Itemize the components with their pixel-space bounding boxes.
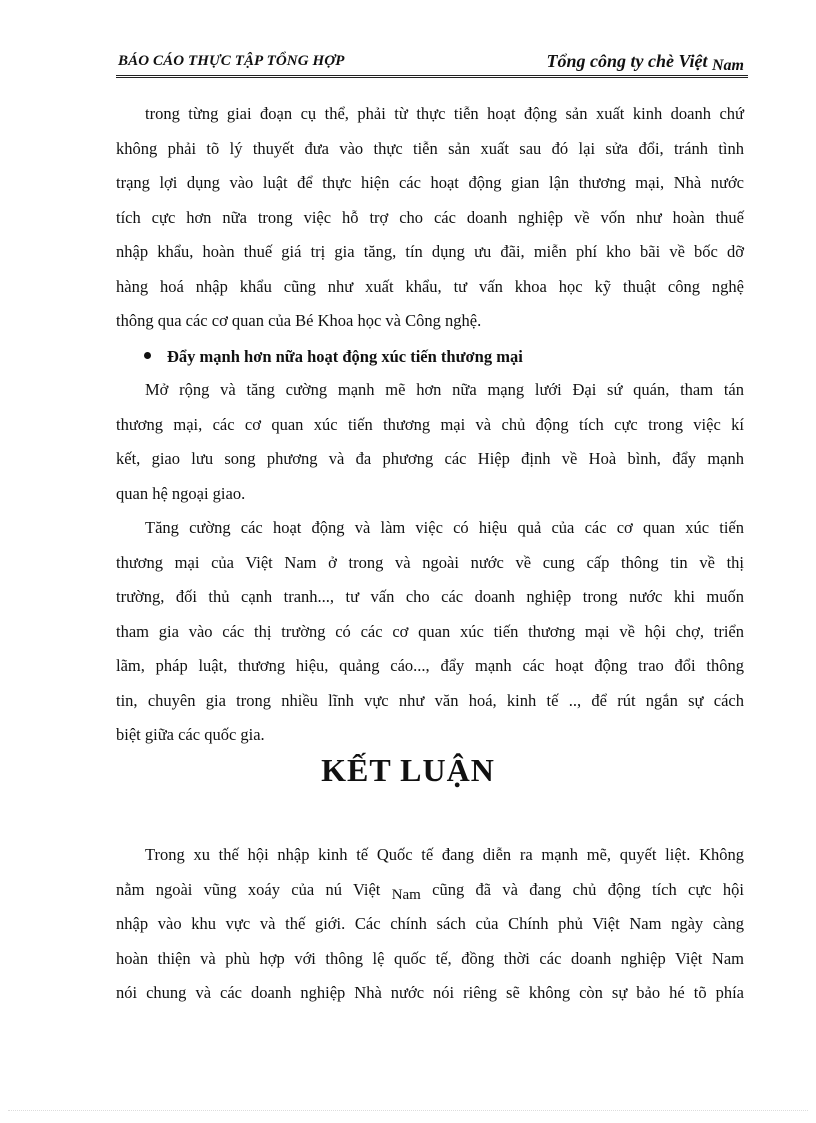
bullet-text: Đẩy mạnh hơn nữa hoạt động xúc tiến thương mại bbox=[167, 347, 523, 366]
text-line: lãm, pháp luật, thương hiệu, quảng cáo..., đẩy mạnh các hoạt động trao đổi thông bbox=[116, 656, 744, 675]
text-segment: cũng đã và đang chủ động tích cực hội bbox=[420, 879, 744, 899]
text-line: thông qua các cơ quan của Bé Khoa học và Công nghệ. bbox=[116, 311, 482, 330]
text-line: tin, chuyên gia trong nhiều lĩnh vực như văn hoá, kinh tế .., để rút ngắn sự cách bbox=[116, 690, 744, 710]
text-line: trường, đối thủ cạnh tranh..., tư vấn cho các doanh nghiệp trong nước khi muốn bbox=[116, 587, 744, 606]
text-line: nhập vào khu vực và thế giới. Các chính sách của Chính phủ Việt Nam ngày càng bbox=[116, 914, 744, 933]
text-line: hàng hoá nhập khẩu cũng như xuất khẩu, tư vấn khoa học kỹ thuật công nghệ bbox=[116, 276, 744, 296]
text-line: biệt giữa các quốc gia. bbox=[116, 725, 265, 744]
header-report-title: BÁO CÁO THỰC TẬP TỔNG HỢP bbox=[118, 53, 345, 69]
page-bottom-border bbox=[8, 1110, 808, 1111]
paragraph-4 bbox=[116, 838, 744, 1011]
text-line: không phải tõ lý thuyết đưa vào thực tiễn sản xuất sau đó lại sửa đổi, tránh tình bbox=[116, 138, 744, 158]
paragraph-3 bbox=[116, 511, 744, 753]
bullet-heading bbox=[144, 340, 523, 374]
text-segment: nằm ngoài vũng xoáy của nú Việt bbox=[116, 879, 392, 899]
paragraph-1 bbox=[116, 97, 744, 339]
header-rule bbox=[116, 75, 748, 78]
text-line: kết, giao lưu song phương và đa phương các Hiệp định về Hoà bình, đẩy mạnh bbox=[116, 449, 744, 468]
bullet-icon bbox=[144, 352, 151, 359]
text-line: quan hệ ngoại giao. bbox=[116, 483, 246, 503]
text-segment-nam: Nam bbox=[391, 886, 421, 903]
text-line: trạng lợi dụng vào luật để thực hiện các hoạt động gian lận thương mại, Nhà nước bbox=[116, 173, 744, 192]
paragraph-2 bbox=[116, 373, 744, 511]
text-line: trong từng giai đoạn cụ thể, phải từ thực tiễn hoạt động sản xuất kinh doanh chứ bbox=[145, 104, 744, 123]
text-line: nói chung và các doanh nghiệp Nhà nước nói riêng sẽ không còn sự bảo hé tõ phía bbox=[116, 983, 744, 1002]
text-line bbox=[116, 873, 744, 908]
section-title: KẾT LUẬN bbox=[321, 752, 495, 788]
text-line: Tăng cường các hoạt động và làm việc có hiệu quả của các cơ quan xúc tiến bbox=[145, 518, 744, 537]
text-line: tích cực hơn nữa trong việc hỗ trợ cho các doanh nghiệp về vốn như hoàn thuế bbox=[116, 207, 744, 227]
header-company-main: Tổng công ty chè Việt bbox=[546, 51, 712, 71]
text-line: Trong xu thế hội nhập kinh tế Quốc tế đang diễn ra mạnh mẽ, quyết liệt. Không bbox=[145, 845, 744, 864]
text-line: tham gia vào các thị trường có các cơ quan xúc tiến thương mại về hội chợ, triển bbox=[116, 621, 744, 641]
header-company-nam: Nam bbox=[712, 57, 744, 74]
text-line: Mở rộng và tăng cường mạnh mẽ hơn nữa mạng lưới Đại sứ quán, tham tán bbox=[145, 380, 744, 399]
header-company-name bbox=[547, 51, 745, 72]
text-line: hoàn thiện và phù hợp với thông lệ quốc tế, đồng thời các doanh nghiệp Việt Nam bbox=[116, 948, 744, 968]
text-line: thương mại, các cơ quan xúc tiến thương mại và chủ động tích cực trong việc kí bbox=[116, 414, 744, 434]
text-line: thương mại của Việt Nam ở trong và ngoài nước về cung cấp thông tin về thị bbox=[116, 552, 744, 572]
text-line: nhập khẩu, hoàn thuế giá trị gia tăng, tín dụng ưu đãi, miễn phí kho bãi về bốc dỡ bbox=[116, 242, 744, 261]
